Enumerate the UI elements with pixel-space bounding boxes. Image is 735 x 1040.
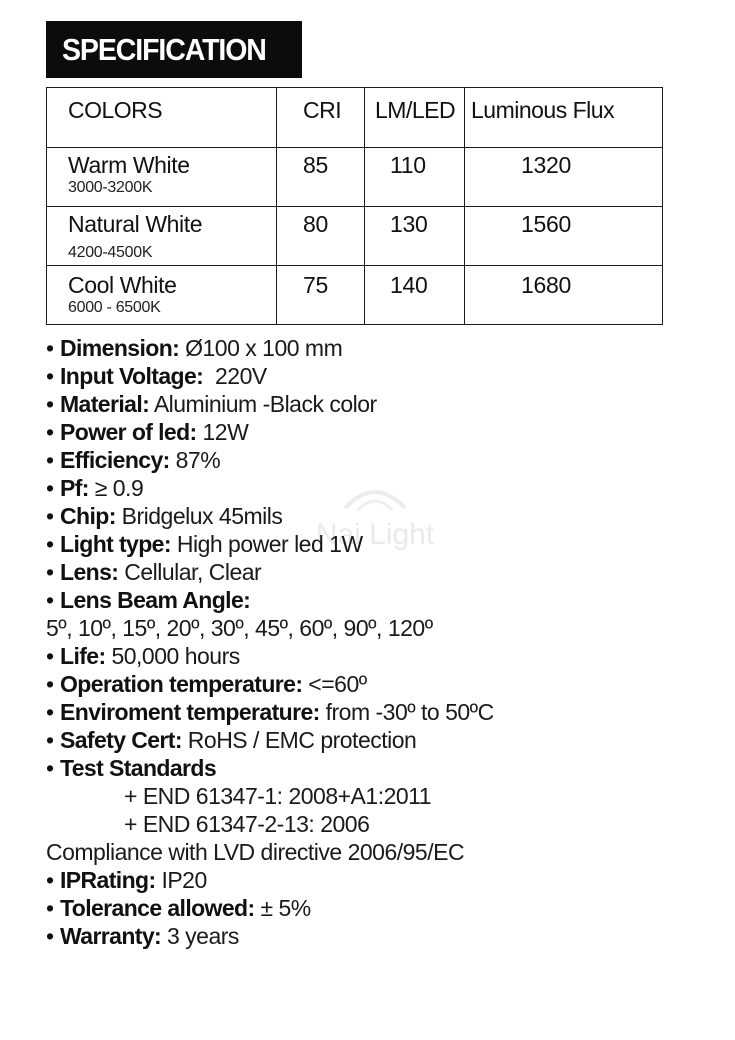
color-name: Cool White: [68, 272, 177, 298]
color-cell: [47, 266, 277, 325]
spec-ip-rating: • IPRating: IP20: [46, 867, 207, 893]
spec-life: • Life: 50,000 hours: [46, 643, 240, 669]
header-lm-led: LM/LED: [365, 88, 465, 148]
color-temperature: 4200-4500K: [68, 244, 153, 261]
lm-led-cell: 140: [365, 266, 465, 325]
spec-beam-angle-values: 5º, 10º, 15º, 20º, 30º, 45º, 60º, 90º, 120º: [46, 615, 433, 641]
spec-light-type: • Light type: High power led 1W: [46, 531, 363, 557]
table-row: [47, 266, 663, 325]
flux-cell: 1560: [465, 207, 663, 266]
test-standard-item: + END 61347-2-13: 2006: [124, 811, 370, 837]
spec-title-banner: [46, 21, 302, 78]
header-cri: CRI: [277, 88, 365, 148]
cri-cell: 80: [277, 207, 365, 266]
spec-input-voltage: • Input Voltage: 220V: [46, 363, 267, 389]
table-header-row: [47, 88, 663, 148]
header-luminous-flux: Luminous Flux: [465, 88, 663, 148]
cri-cell: 85: [277, 148, 365, 207]
spec-operation-temperature: • Operation temperature: <=60º: [46, 671, 367, 697]
color-temperature: 6000 - 6500K: [68, 299, 161, 316]
flux-cell: 1680: [465, 266, 663, 325]
spec-tolerance: • Tolerance allowed: ± 5%: [46, 895, 311, 921]
spec-list: [46, 334, 706, 950]
color-cell: [47, 148, 277, 207]
header-colors: COLORS: [47, 88, 277, 148]
spec-environment-temperature: • Enviroment temperature: from -30º to 50ºC: [46, 699, 494, 725]
spec-efficiency: • Efficiency: 87%: [46, 447, 221, 473]
spec-chip: • Chip: Bridgelux 45mils: [46, 503, 283, 529]
color-name: Warm White: [68, 152, 190, 178]
color-name: Natural White: [68, 211, 203, 237]
spec-test-standards: • Test Standards: [46, 755, 217, 781]
spec-material: • Material: Aluminium -Black color: [46, 391, 377, 417]
color-cell: [47, 207, 277, 266]
test-standard-item: + END 61347-1: 2008+A1:2011: [124, 783, 432, 809]
lm-led-cell: 130: [365, 207, 465, 266]
spec-lens: • Lens: Cellular, Clear: [46, 559, 262, 585]
color-temperature: 3000-3200K: [68, 179, 153, 196]
cri-cell: 75: [277, 266, 365, 325]
spec-table: [46, 87, 663, 325]
lm-led-cell: 110: [365, 148, 465, 207]
spec-safety-cert: • Safety Cert: RoHS / EMC protection: [46, 727, 417, 753]
spec-pf: • Pf: ≥ 0.9: [46, 475, 144, 501]
spec-beam-angle-label: • Lens Beam Angle:: [46, 587, 251, 613]
spec-compliance: Compliance with LVD directive 2006/95/EC: [46, 839, 465, 865]
page-title: SPECIFICATION: [62, 31, 266, 67]
table-row: [47, 148, 663, 207]
spec-dimension: • Dimension: Ø100 x 100 mm: [46, 335, 343, 361]
watermark-text: Nai Light: [315, 518, 435, 551]
flux-cell: 1320: [465, 148, 663, 207]
spec-power: • Power of led: 12W: [46, 419, 249, 445]
table-row: [47, 207, 663, 266]
spec-warranty: • Warranty: 3 years: [46, 923, 239, 949]
